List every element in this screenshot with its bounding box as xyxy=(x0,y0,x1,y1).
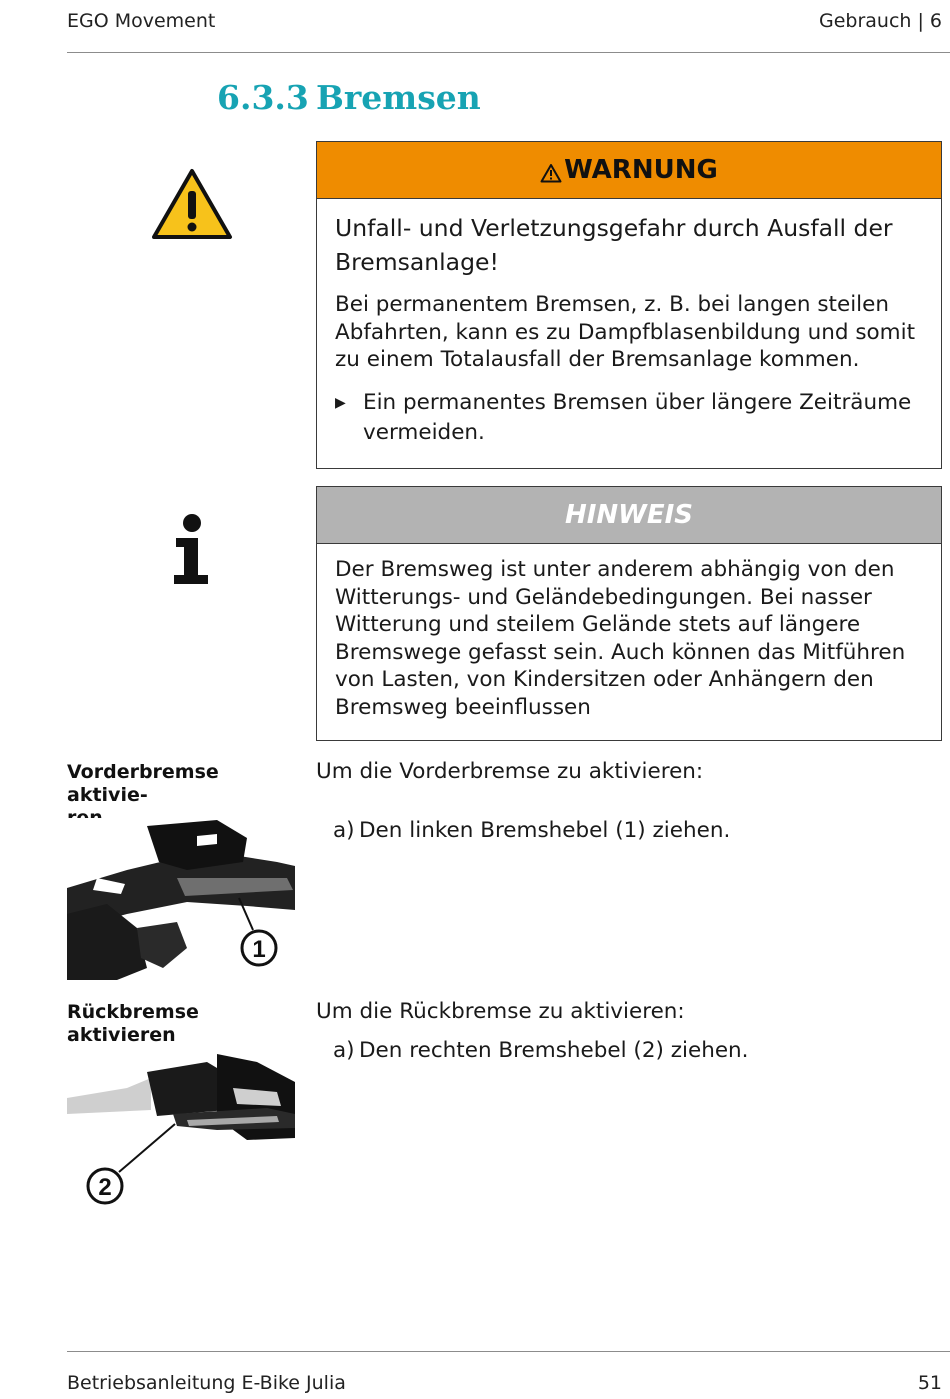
notice-body: Der Bremsweg ist unter anderem abhängig von den Witterungs- und Geländebedingungen. Bei nasser Witterung und steilem Gelände stets auf längere Bremswege gefasst sein. Auch können das Mitführen von Lasten, von Kindersitzen oder Anhängern den Bremsweg beeinflussen xyxy=(335,557,906,720)
info-icon xyxy=(170,513,214,585)
warning-action-text: Ein permanentes Bremsen über längere Zeiträume vermeiden. xyxy=(363,389,912,445)
rear-brake-lever-image xyxy=(67,1048,295,1206)
section-number: 6.3.3 xyxy=(217,78,309,117)
rear-brake-callout: 2 xyxy=(98,1174,112,1201)
notice-header: HINWEIS xyxy=(317,487,941,544)
warning-box xyxy=(316,141,942,469)
warning-header xyxy=(317,142,941,199)
notice-box xyxy=(316,486,942,741)
header-left: EGO Movement xyxy=(67,10,216,32)
warning-action xyxy=(335,388,923,448)
warning-triangle-icon xyxy=(150,167,234,241)
rear-brake-step xyxy=(333,1037,749,1065)
rear-brake-intro: Um die Rückbremse zu aktivieren: xyxy=(316,999,685,1024)
section-heading: Bremsen xyxy=(316,78,481,117)
rear-brake-step-marker: a) xyxy=(333,1038,355,1063)
bullet-triangle-icon: ▶ xyxy=(335,394,346,411)
front-brake-intro: Um die Vorderbremse zu aktivieren: xyxy=(316,759,704,784)
front-brake-label: Vorderbremse aktivie- xyxy=(67,761,219,806)
front-brake-step xyxy=(333,817,730,845)
header-right: Gebrauch | 6 xyxy=(818,10,942,32)
front-brake-step-marker: a) xyxy=(333,818,355,843)
warning-body xyxy=(317,199,941,464)
warning-small-triangle-icon xyxy=(540,160,562,180)
front-brake-callout: 1 xyxy=(252,936,266,963)
rear-brake-step-text: Den rechten Bremshebel (2) ziehen. xyxy=(359,1038,749,1063)
warning-text: Bei permanentem Bremsen, z. B. bei langen steilen Abfahrten, kann es zu Dampfblasenbildung und somit zu einem Totalausfall der Bremsanlage kommen. xyxy=(335,292,916,372)
front-brake-step-text: Den linken Bremshebel (1) ziehen. xyxy=(359,818,731,843)
warning-title: Unfall- und Verletzungsgefahr durch Ausfall der Bremsanlage! xyxy=(335,214,893,276)
page-number: 51 xyxy=(917,1372,942,1394)
header-rule xyxy=(67,52,950,53)
warning-label: WARNUNG xyxy=(564,155,718,185)
section-title xyxy=(217,78,481,117)
footer-left: Betriebsanleitung E-Bike Julia xyxy=(67,1372,346,1394)
footer-rule xyxy=(67,1351,950,1352)
front-brake-lever-image xyxy=(67,818,295,980)
rear-brake-label: Rückbremse aktivieren xyxy=(67,1001,199,1046)
